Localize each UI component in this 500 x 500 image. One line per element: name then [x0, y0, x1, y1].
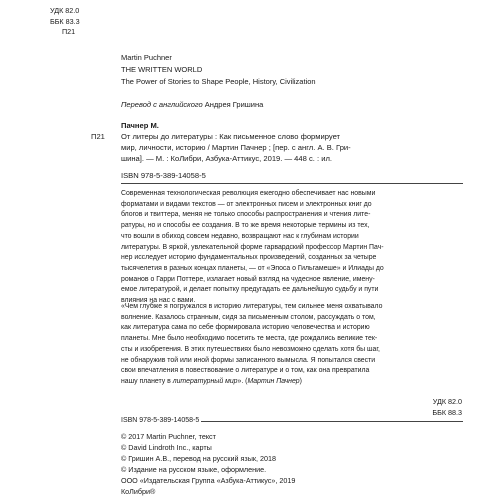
copyright-line: КоЛибри® — [121, 486, 156, 496]
quote-line: «Чем глубже я погружался в историю литературы, тем сильнее меня охватывало — [121, 303, 383, 310]
quote-line: волнение. Казалось странным, сидя за письменным столом, рассуждать о том, — [121, 313, 376, 321]
copyright-line: © David Lindroth Inc., карты — [121, 442, 212, 452]
description-line: шина]. — М. : КоЛибри, Азбука-Аттикус, 2019. — 448 с. : ил. — [121, 154, 332, 163]
udk-code: УДК 82.0 — [50, 6, 80, 15]
footer-isbn: ISBN 978-5-389-14058-5 — [121, 417, 200, 424]
annotation — [121, 189, 463, 307]
footer-bbk: ББК 88.3 — [432, 408, 462, 418]
quote-line: как литература сама по себе формировала историю человечества и историю — [121, 324, 370, 332]
description-line: мир, личности, историю / Мартин Пачнер ; [пер. с англ. А. В. Гри- — [121, 143, 351, 152]
copyright-line: © Издание на русском языке, оформление. — [121, 464, 267, 474]
original-title: THE WRITTEN WORLD — [121, 65, 203, 74]
quote-line: свои впечатления в повествование о литературе и о том, как она превратила — [121, 367, 370, 375]
cutter-code: П21 — [62, 27, 76, 37]
original-edition — [121, 52, 316, 88]
copyright-line: © Гришин А.В., перевод на русский язык, 2018 — [121, 453, 277, 463]
annotation-line: нер исследует историю фундаментальных произведений, созданных за четыре — [121, 254, 377, 262]
quote-line: сты и изобретения. В этих путешествиях было невозможно сделать хотя бы шаг, — [121, 345, 380, 353]
catalog-index: П21 — [91, 132, 105, 141]
quote-last-line: нашу планету в литературный мир». (Мартин Пачнер) — [121, 377, 302, 385]
catalog-description — [121, 131, 441, 164]
original-subtitle: The Power of Stories to Shape People, History, Civilization — [121, 77, 316, 86]
annotation-line: тысячелетия в разных концах планеты, — от «Эпоса о Гильгамеше» и Илиады до — [121, 264, 384, 272]
bbk-code: ББК 83.3 — [50, 16, 80, 26]
author-quote — [121, 302, 463, 388]
footer-codes — [420, 396, 462, 418]
annotation-line: влияния на нас с вами. — [121, 297, 196, 305]
translator-label: Перевод с английского — [121, 100, 203, 109]
annotation-line: форматами и видами текстов — от электронных писем и электронных книг до — [121, 200, 372, 208]
annotation-line: емое литературой, и делает попытку предугадать ее дальнейшую судьбу и пути — [121, 286, 379, 294]
catalog-isbn: ISBN 978-5-389-14058-5 — [121, 171, 206, 180]
annotation-line: романов о Гарри Поттере, излагает новый взгляд на чудесное явление, имену- — [121, 275, 375, 283]
translator-credit — [121, 99, 263, 110]
catalog-author: Пачнер М. — [121, 121, 159, 130]
original-author: Martin Puchner — [121, 53, 172, 62]
copyright-line: © 2017 Martin Puchner, текст — [121, 432, 216, 441]
quote-line: не обнаружив той или иной формы записанного вымысла. Я попытался свести — [121, 356, 376, 364]
annotation-line: ратуры, но и способы ее создания. В то же время некоторые термины из тех, — [121, 222, 370, 230]
quote-line: планеты. Мне было необходимо посетить те места, где рождались великие тек- — [121, 335, 378, 343]
classification-codes — [50, 6, 80, 38]
copyright-block — [121, 432, 295, 497]
annotation-line: Современная технологическая революция ежегодно обеспечивает нас новыми — [121, 190, 376, 197]
description-line: От литеры до литературы : Как письменное слово формирует — [121, 132, 341, 141]
divider — [121, 183, 463, 184]
annotation-line: литературы. В яркой, увлекательной форме гарвардский профессор Мартин Пач- — [121, 243, 384, 251]
annotation-line: блогов и твиттера, меняя не только способы распространения и чтения лите- — [121, 211, 371, 219]
copyright-line: ООО «Издательская Группа «Азбука-Аттикус», 2019 — [121, 475, 296, 485]
annotation-line: что вошли в обиход совсем недавно, возвращают нас к глубинам истории — [121, 232, 359, 240]
translator-name: Андрея Гришина — [204, 100, 264, 109]
footer-udk: УДК 82.0 — [432, 397, 462, 406]
